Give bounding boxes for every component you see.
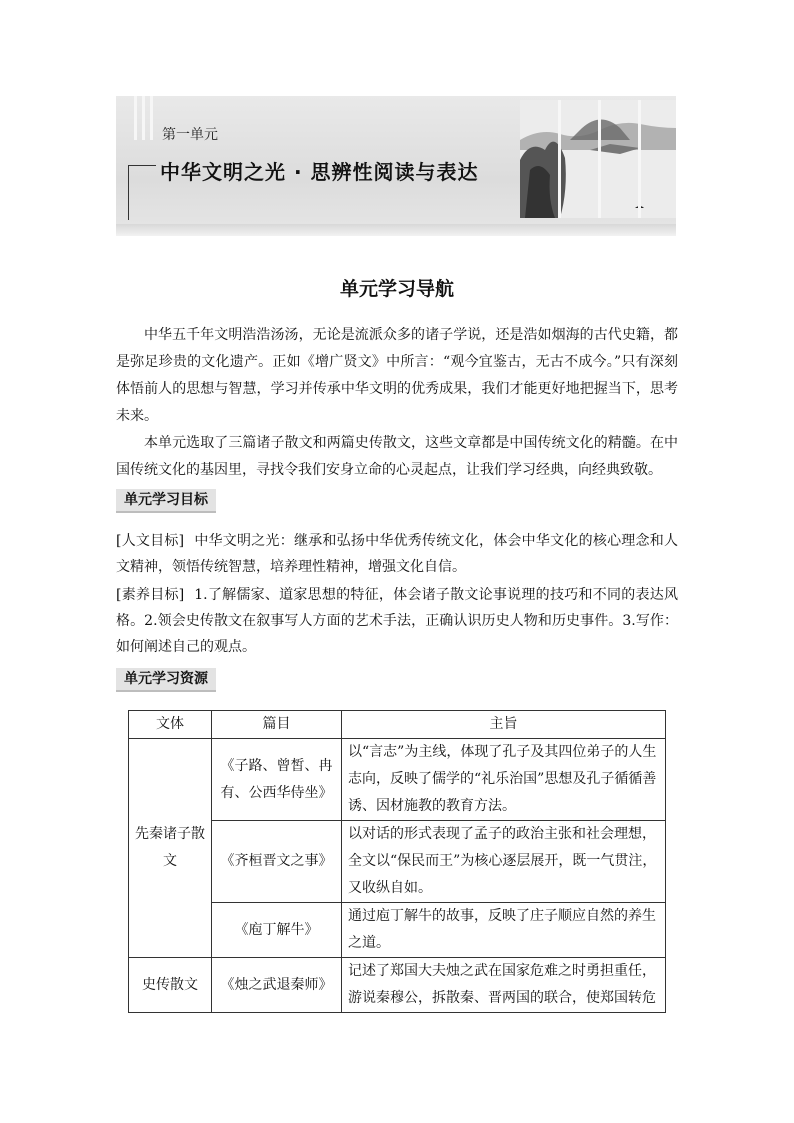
table-row xyxy=(129,958,666,1013)
table-header-row xyxy=(129,711,666,739)
intro-paragraph: 本单元选取了三篇诸子散文和两篇史传散文，这些文章都是中国传统文化的精髓。在中国传统文化的基因里，寻找令我们安身立命的心灵起点，让我们学习经典，向经典致敬。 xyxy=(116,435,678,478)
gist-cell: 以对话的形式表现了孟子的政治主张和社会理想，全文以“保民而王”为核心逐层展开，既一气贯注，又收纵自如。 xyxy=(342,821,666,903)
genre-cell: 先秦诸子散文 xyxy=(129,739,212,958)
banner-stripe xyxy=(142,96,145,140)
title-cell: 《庖丁解牛》 xyxy=(212,903,342,958)
genre-cell: 史传散文 xyxy=(129,958,212,1013)
gist-cell: 记述了郑国大夫烛之武在国家危难之时勇担重任，游说秦穆公，拆散秦、晋两国的联合，使郑国转危 xyxy=(342,958,666,1013)
title-cell: 《烛之武退秦师》 xyxy=(212,958,342,1013)
resources-heading: 单元学习资源 xyxy=(116,668,216,692)
humanities-goal-text: 中华文明之光：继承和弘扬中华优秀传统文化，体会中华文化的核心理念和人文精神，领悟传统智慧，培养理性精神，增强文化自信。 xyxy=(116,533,678,575)
landscape-painting-image xyxy=(520,100,676,218)
unit-label: 第一单元 xyxy=(162,127,218,143)
gist-cell: 以“言志”为主线，体现了孔子及其四位弟子的人生志向，反映了儒学的“礼乐治国”思想及孔子循循善诱、因材施教的教育方法。 xyxy=(342,739,666,821)
column-header-title: 篇目 xyxy=(212,711,342,739)
literacy-goal-text: 1.了解儒家、道家思想的特征，体会诸子散文论事说理的技巧和不同的表达风格。2.领会史传散文在叙事写人方面的艺术手法，正确认识历史人物和历史事件。3.写作：如何阐述自己的观点。 xyxy=(116,587,678,655)
column-header-genre: 文体 xyxy=(129,711,212,739)
title-cell: 《子路、曾皙、冉有、公西华侍坐》 xyxy=(212,739,342,821)
literacy-goal xyxy=(116,582,678,660)
resources-table xyxy=(128,710,666,1013)
table-row xyxy=(129,739,666,821)
gist-cell: 通过庖丁解牛的故事，反映了庄子顺应自然的养生之道。 xyxy=(342,903,666,958)
banner-stripe xyxy=(150,96,153,140)
page-title: 单元学习导航 xyxy=(339,278,454,300)
intro-paragraph: 中华五千年文明浩浩汤汤，无论是流派众多的诸子学说，还是浩如烟海的古代史籍，都是弥足珍贵的文化遗产。正如《增广贤文》中所言：“观今宜鉴古，无古不成今。”只有深刻体悟前人的思想与智慧，学习并传承中华文明的优秀成果，我们才能更好地把握当下，思考未来。 xyxy=(116,327,678,424)
unit-banner xyxy=(116,96,676,236)
unit-title: 中华文明之光 · 思辨性阅读与表达 xyxy=(160,160,479,184)
humanities-goal xyxy=(116,528,678,580)
banner-shadow xyxy=(116,224,676,236)
humanities-goal-label: [人文目标] xyxy=(116,533,185,549)
title-cell: 《齐桓晋文之事》 xyxy=(212,821,342,903)
column-header-gist: 主旨 xyxy=(342,711,666,739)
goals-heading: 单元学习目标 xyxy=(116,489,216,513)
banner-stripe xyxy=(134,96,137,140)
banner-rule xyxy=(128,165,156,166)
banner-rule-vertical xyxy=(128,165,129,220)
literacy-goal-label: [素养目标] xyxy=(116,587,185,603)
